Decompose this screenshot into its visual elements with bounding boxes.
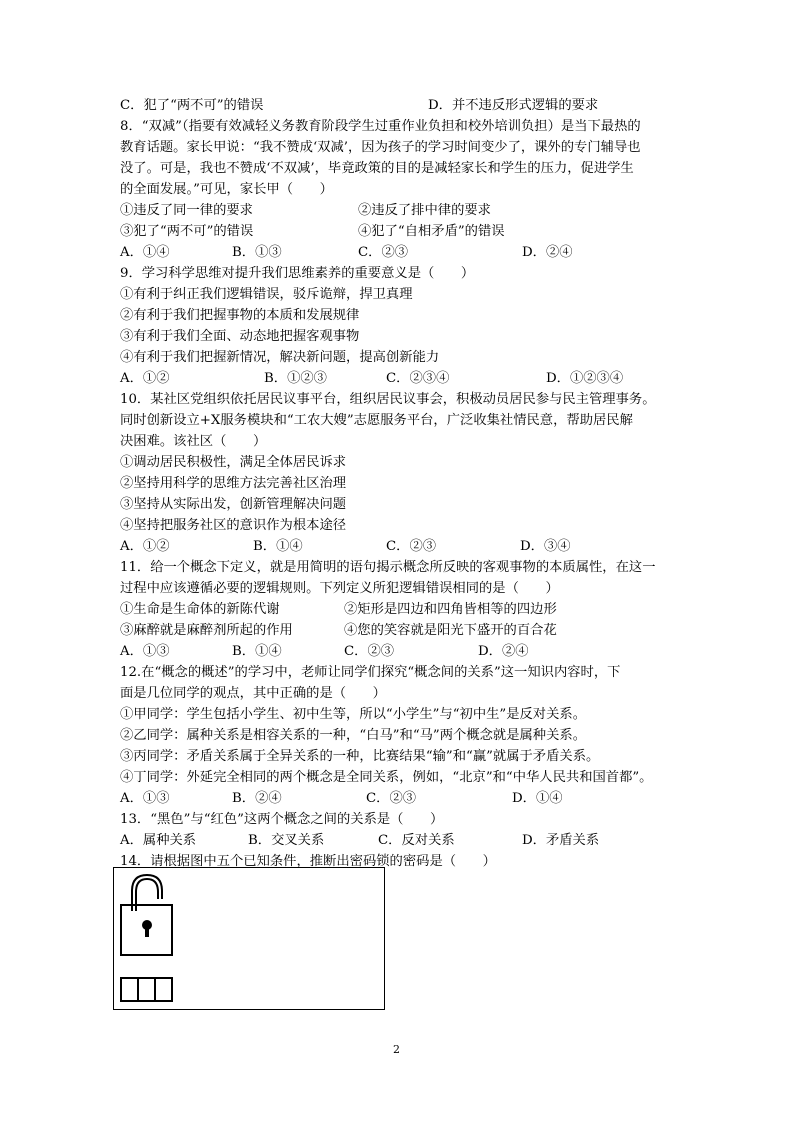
q12-statement-3: ③丙同学：矛盾关系属于全异关系的一种，比赛结果“输”和“赢”就属于矛盾关系。 [120,749,600,764]
q11-stem-line-2: 过程中应该遵循必要的逻辑规则。下列定义所犯逻辑错误相同的是（ ） [120,581,559,596]
q10-statement-3: ③坚持从实际出发，创新管理解决问题 [120,497,347,512]
q8-option-d: D．②④ [522,245,573,260]
q9-stem: 9．学习科学思维对提升我们思维素养的重要意义是（ ） [120,266,475,281]
q11-stem-line-1: 11．给一个概念下定义，就是用简明的语句揭示概念所反映的客观事物的本质属性，在这一 [120,560,656,575]
q11-option-d: D．②④ [478,644,529,659]
code-digit-boxes [121,978,172,1001]
q8-option-c: C．②③ [358,245,409,260]
q12-stem-line-2: 面是几位同学的观点，其中正确的是（ ） [120,686,386,701]
q11-statement-2: ②矩形是四边和四角皆相等的四边形 [344,602,557,617]
q10-statement-1: ①调动居民积极性，满足全体居民诉求 [120,455,347,470]
q10-statement-4: ④坚持把服务社区的意识作为根本途径 [120,518,347,533]
q7-option-c: C．犯了“两不可”的错误 [120,98,264,113]
q9-option-b: B．①②③ [264,371,327,386]
q9-option-a: A．①② [120,371,170,386]
q9-statement-4: ④有利于我们把握新情况，解决新问题，提高创新能力 [120,350,440,365]
q13-stem: 13．“黑色”与“红色”这两个概念之间的关系是（ ） [120,812,444,827]
q12-option-a: A．①③ [120,791,170,806]
q8-option-b: B．①③ [232,245,282,260]
q9-statement-3: ③有利于我们全面、动态地把握客观事物 [120,329,360,344]
q10-option-d: D．③④ [520,539,571,554]
code-lock-figure [113,867,385,1010]
page-number: 2 [393,1043,400,1056]
q12-option-d: D．①④ [512,791,563,806]
q12-statement-2: ②乙同学：属种关系是相容关系的一种，“白马”和“马”两个概念就是属种关系。 [120,728,586,743]
q8-statement-1: ①违反了同一律的要求 [120,203,253,218]
q10-stem-line-3: 决困难。该社区（ ） [120,434,267,449]
q13-option-d: D．矛盾关系 [522,833,600,848]
q8-statement-3: ③犯了“两不可”的错误 [120,224,254,239]
q11-statement-1: ①生命是生命体的新陈代谢 [120,602,280,617]
q10-option-c: C．②③ [386,539,437,554]
q11-option-b: B．①④ [232,644,282,659]
q10-statement-2: ②坚持用科学的思维方法完善社区治理 [120,476,347,491]
q12-option-c: C．②③ [366,791,417,806]
q10-stem-line-2: 同时创新设立+X服务模块和“工农大嫂”志愿服务平台，广泛收集社情民意，帮助居民解 [120,413,633,428]
q8-stem-line-1: 8．“双减”（指要有效减轻义务教育阶段学生过重作业负担和校外培训负担）是当下最热的 [120,119,641,134]
q8-option-a: A．①④ [120,245,170,260]
q11-option-a: A．①③ [120,644,170,659]
q12-statement-4: ④丁同学：外延完全相同的两个概念是全同关系，例如，“北京”和“中华人民共和国首都”。 [120,770,653,785]
q10-option-b: B．①④ [253,539,303,554]
q11-statement-4: ④您的笑容就是阳光下盛开的百合花 [344,623,557,638]
q9-option-c: C．②③④ [386,371,450,386]
q8-statement-2: ②违反了排中律的要求 [358,203,491,218]
q7-option-d: D．并不违反形式逻辑的要求 [428,98,599,113]
q8-stem-line-3: 没了。可是，我也不赞成‘不双减’，毕竟政策的目的是减轻家长和学生的压力，促进学生 [120,161,634,176]
q9-statement-1: ①有利于纠正我们逻辑错误，驳斥诡辩，捍卫真理 [120,287,413,302]
q13-option-a: A．属种关系 [120,833,197,848]
q12-stem-line-1: 12.在“概念的概述”的学习中，老师让同学们探究“概念间的关系”这一知识内容时，下 [120,665,621,680]
q10-stem-line-1: 10．某社区党组织依托居民议事平台，组织居民议事会，积极动员居民参与民主管理事务。 [120,392,656,407]
q13-option-b: B．交叉关系 [248,833,325,848]
q9-option-d: D．①②③④ [546,371,624,386]
q11-option-c: C．②③ [344,644,395,659]
q14-stem: 14．请根据图中五个已知条件，推断出密码锁的密码是（ ） [120,854,496,869]
q13-option-c: C．反对关系 [378,833,455,848]
q8-stem-line-4: 的全面发展。”可见，家长甲（ ） [120,182,333,197]
q9-statement-2: ②有利于我们把握事物的本质和发展规律 [120,308,360,323]
q10-option-a: A．①② [120,539,170,554]
q12-statement-1: ①甲同学：学生包括小学生、初中生等，所以“小学生”与“初中生”是反对关系。 [120,707,586,722]
q8-stem-line-2: 教育话题。家长甲说：“我不赞成‘双减’，因为孩子的学习时间变少了，课外的专门辅导也 [120,140,641,155]
q12-option-b: B．②④ [232,791,282,806]
q11-statement-3: ③麻醉就是麻醉剂所起的作用 [120,623,293,638]
padlock-icon [114,868,386,1011]
q8-statement-4: ④犯了“自相矛盾”的错误 [358,224,505,239]
